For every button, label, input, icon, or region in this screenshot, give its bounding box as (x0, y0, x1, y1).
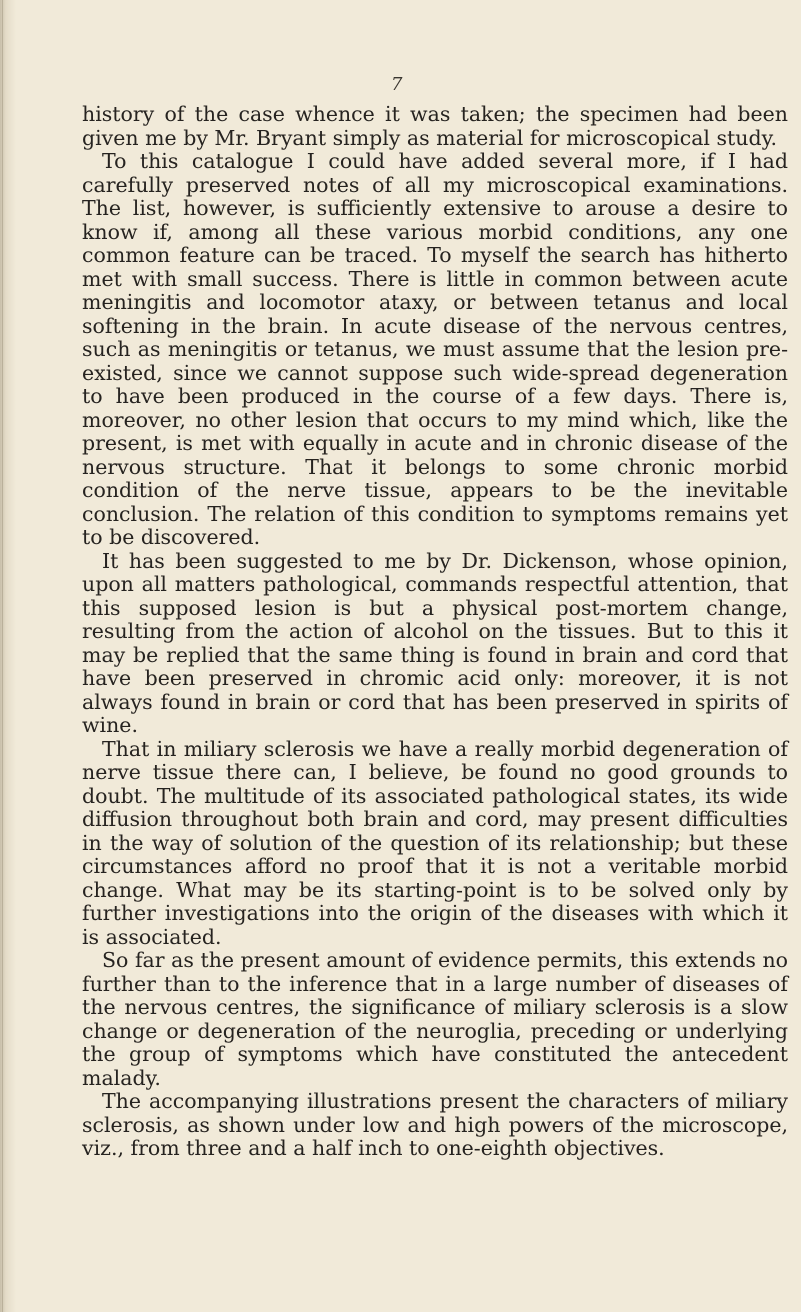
paragraph-evidence: So far as the present amount of evidence permits, this extends no further than to the inference that in a large number of diseases of the nervous centres, the significance of miliary sclerosis is a slow change or degeneration of the neuroglia, preceding or underlying the group of symptoms which have constituted the antecedent malady. (82, 948, 788, 1090)
paragraph-miliary-sclerosis: That in miliary sclerosis we have a really morbid degeneration of nerve tissue there can, I believe, be found no good grounds to doubt. The multitude of its associated pathological states, its wide diffusion throughout both brain and cord, may present difficulties in the way of solution of the question of its relationship; but these circumstances afford no proof that it is not a veritable morbid change. What may be its starting-point is to be solved only by further investigations into the origin of the diseases with which it is associated. (82, 736, 788, 949)
paragraph-illustrations: The accompanying illustrations present the characters of miliary sclerosis, as shown under low and high powers of the microscope, viz., from three and a half inch to one-eighth objectives. (82, 1089, 788, 1160)
paragraph-continued: history of the case whence it was taken; the specimen had been given me by Mr. Bryant simply as material for microscopical study. (82, 102, 788, 150)
body-text (82, 103, 788, 1161)
paragraph-dickenson: It has been suggested to me by Dr. Dickenson, whose opinion, upon all matters pathological, commands respectful attention, that this supposed lesion is but a physical post-mortem change, resulting from the action of alcohol on the tissues. But to this it may be replied that the same thing is found in brain and cord that have been preserved in chromic acid only: moreover, it is not always found in brain or cord that has been preserved in spirits of wine. (82, 548, 788, 737)
paragraph-catalogue: To this catalogue I could have added several more, if I had carefully preserved notes of all my microscopical examinations. The list, however, is sufficiently extensive to arouse a desire to know if, among all these various morbid conditions, any one common feature can be traced. To myself the search has hitherto met with small success. There is little in common between acute meningitis and locomotor ataxy, or between tetanus and local softening in the brain. In acute disease of the nervous centres, such as meningitis or tetanus, we must assume that the lesion pre-existed, since we cannot suppose such wide-spread degeneration to have been produced in the course of a few days. There is, moreover, no other lesion that occurs to my mind which, like the present, is met with equally in acute and in chronic disease of the nervous structure. That it belongs to some chronic morbid condition of the nerve tissue, appears to be the inevitable conclusion. The relation of this condition to symptoms remains yet to be discovered. (82, 149, 788, 549)
page-number: 7 (391, 74, 403, 95)
book-binding-edge (0, 0, 16, 1312)
